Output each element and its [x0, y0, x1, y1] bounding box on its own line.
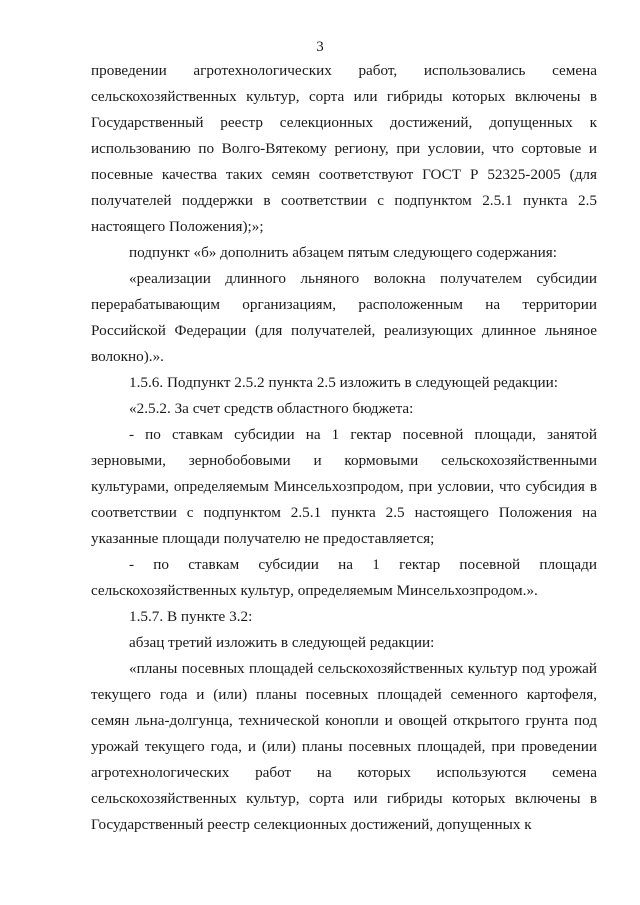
paragraph: 1.5.7. В пункте 3.2: — [129, 608, 253, 625]
page-number: 3 — [316, 39, 324, 55]
paragraph: абзац третий изложить в следующей редакции: — [129, 634, 435, 651]
document-body — [91, 58, 597, 838]
paragraph: проведении агротехнологических работ, использовались семена сельскохозяйственных культур, сорта или гибриды которых включены в Государственный реестр селекционных достижений, допущенных к использованию по Волго-Вятекому региону, при условии, что сортовые и посевные качества таких семян соответствуют ГОСТ Р 52325-2005 (для получателей поддержки в соответствии с подпунктом 2.5.1 пункта 2.5 настоящего Положения);»; — [91, 62, 597, 235]
paragraph: подпункт «б» дополнить абзацем пятым следующего содержания: — [129, 244, 557, 261]
paragraph: «реализации длинного льняного волокна получателем субсидии перерабатывающим организациям, расположенным на территории Российской Федерации (для получателей, реализующих длинное льняное волокно).». — [91, 270, 597, 365]
paragraph: - по ставкам субсидии на 1 гектар посевной площади, занятой зерновыми, зернобобовыми и кормовыми сельскохозяйственными культурами, определяемым Минсельхозпродом, при условии, что субсидия в соответствии с подпунктом 2.5.1 пункта 2.5 настоящего Положения на указанные площади получателю не предоставляется; — [91, 426, 597, 547]
paragraph: 1.5.6. Подпункт 2.5.2 пункта 2.5 изложить в следующей редакции: — [129, 374, 558, 391]
paragraph: «2.5.2. За счет средств областного бюджета: — [129, 400, 414, 417]
paragraph: - по ставкам субсидии на 1 гектар посевной площади сельскохозяйственных культур, определяемым Минсельхозпродом.». — [91, 556, 597, 599]
paragraph: «планы посевных площадей сельскохозяйственных культур под урожай текущего года и (или) планы посевных площадей семенного картофеля, семян льна-долгунца, технической конопли и овощей открытого грунта под урожай текущего года, и (или) планы посевных площадей, при проведении агротехнологических работ на которых используются семена сельскохозяйственных культур, сорта или гибриды которых включены в Государственный реестр селекционных достижений, допущенных к — [91, 660, 597, 833]
